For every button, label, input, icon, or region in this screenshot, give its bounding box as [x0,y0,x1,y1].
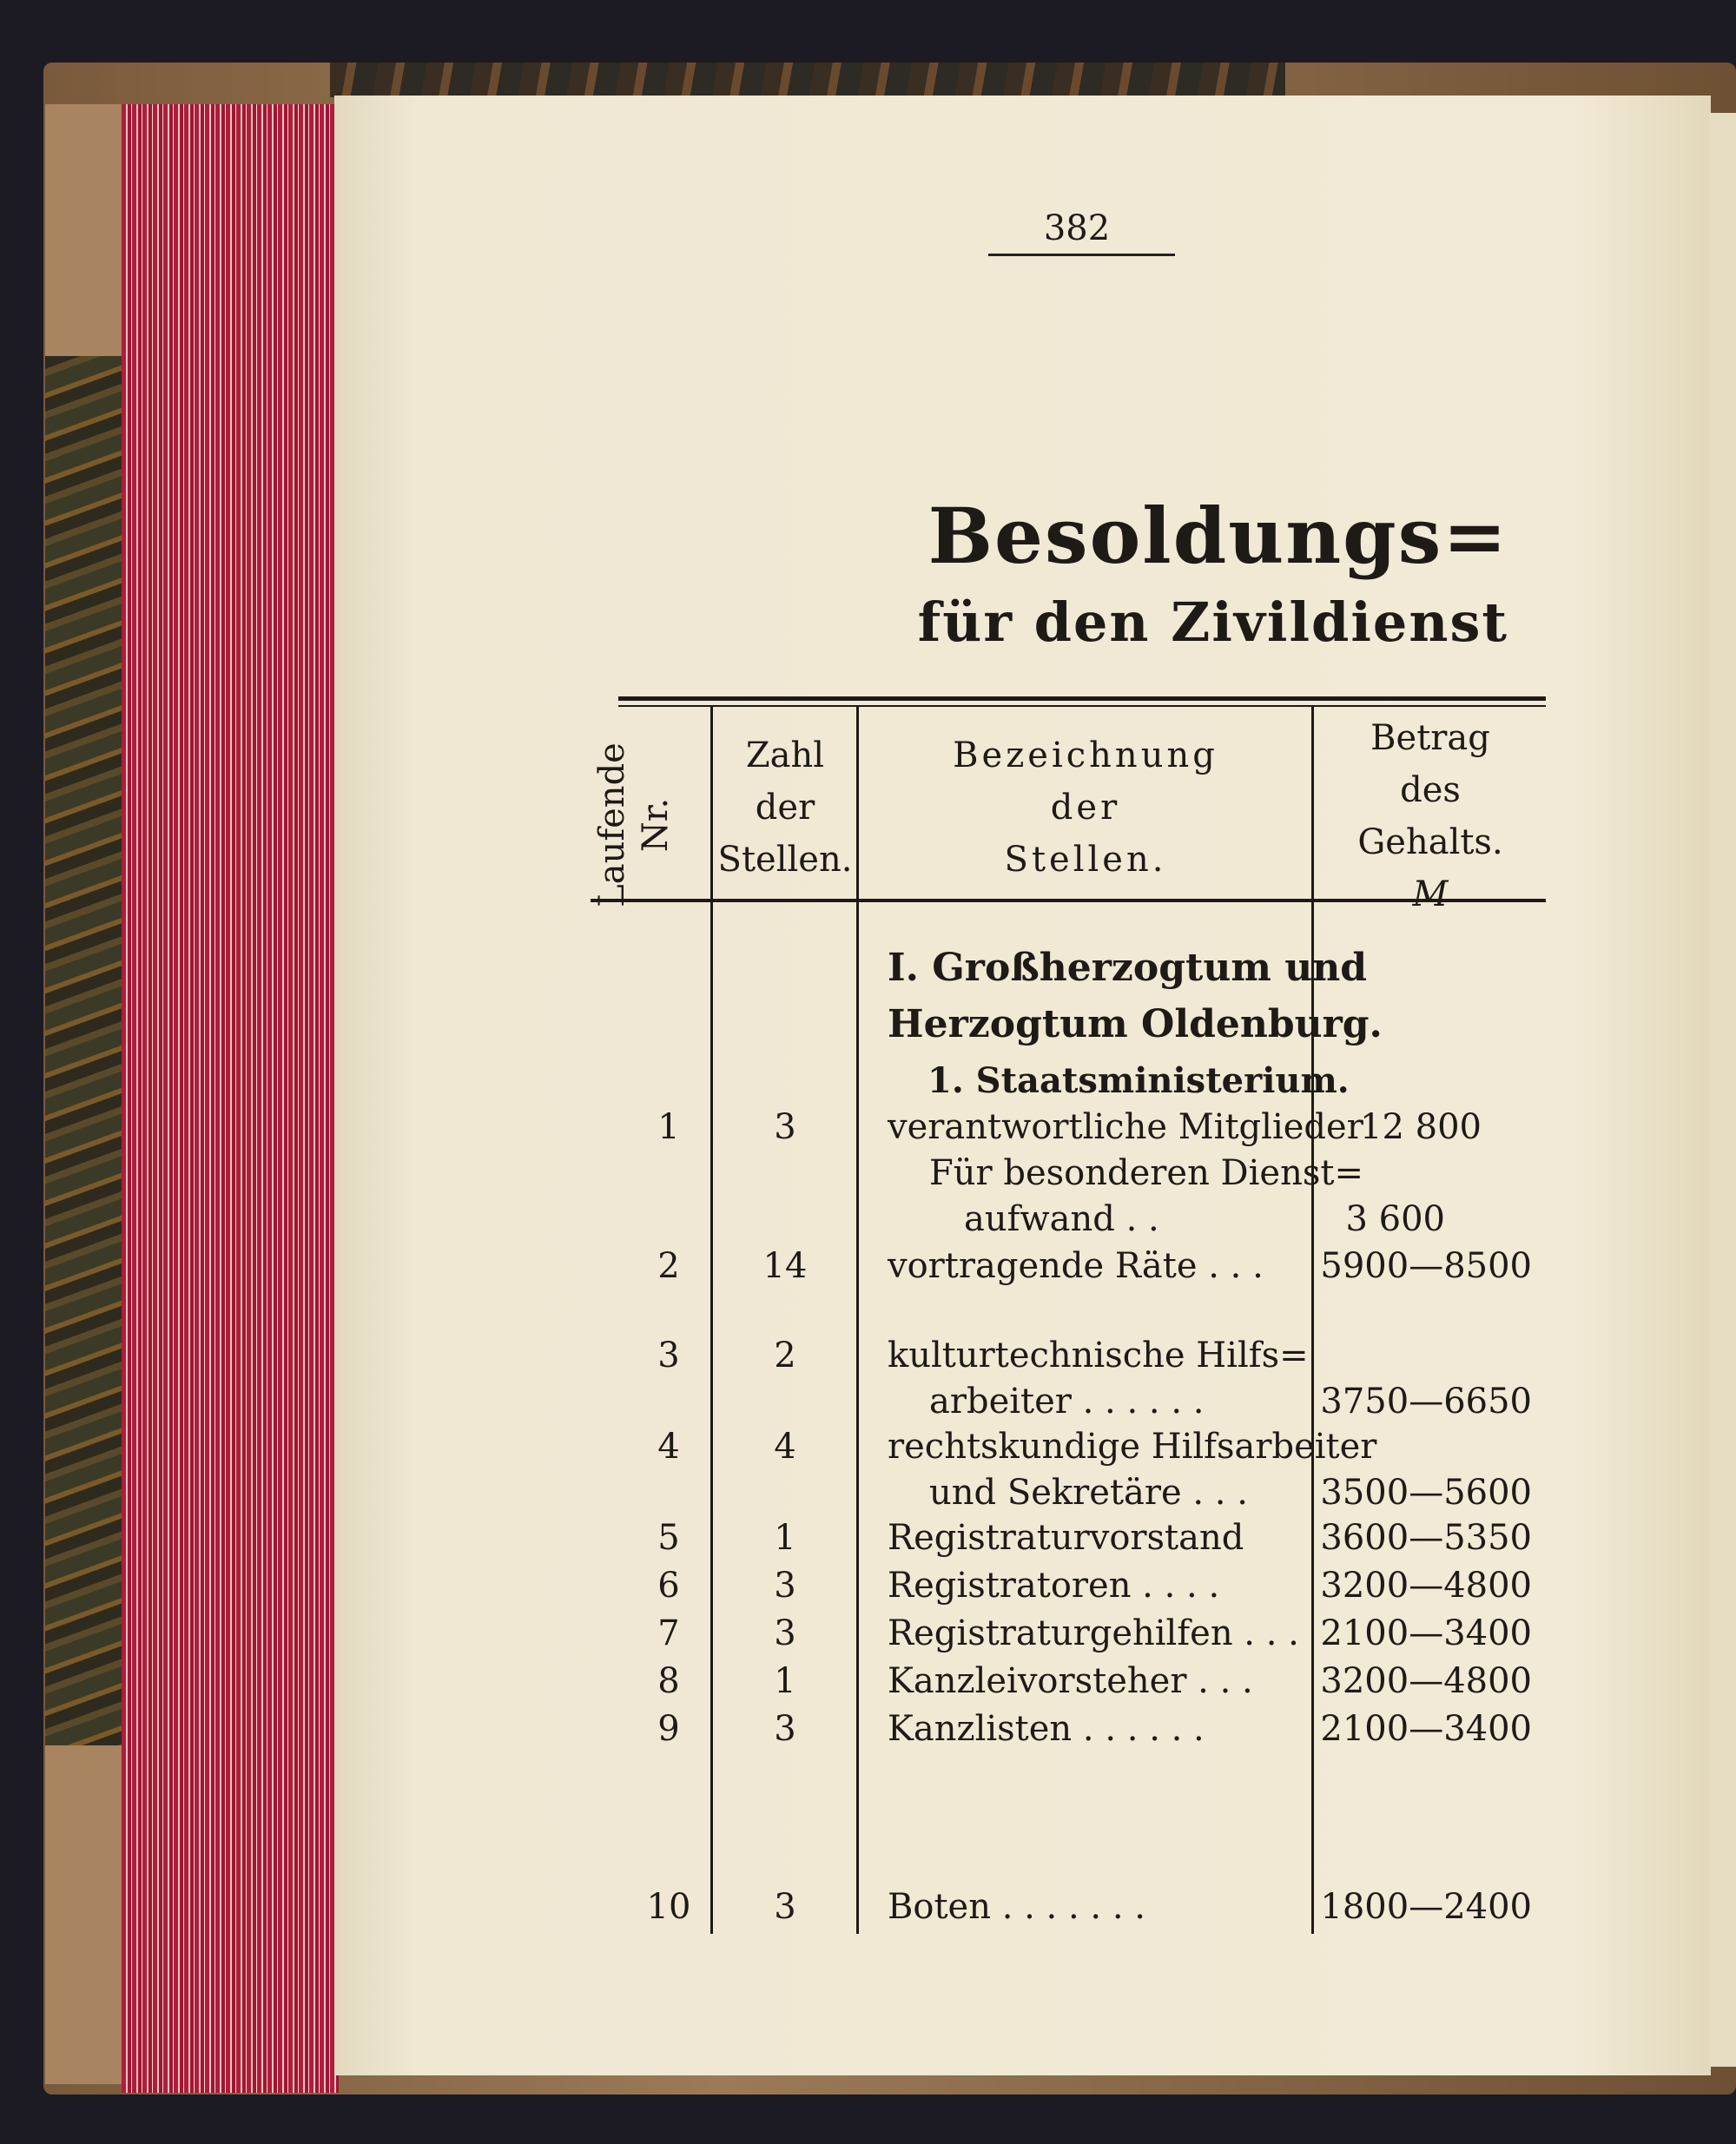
header-currency-unit: M [1412,874,1449,914]
column-divider-2 [856,705,859,1934]
title-line-2: für den Zivildienst [917,590,1508,654]
row-10-nr: 10 [646,1887,691,1927]
header-zahl-line-3: Stellen. [717,840,853,880]
header-laufende-nr: Laufende Nr. [592,742,676,907]
row-7-nr: 7 [657,1613,680,1653]
row-9-bezeichnung: Kanzlisten . . . . . . [888,1709,1205,1749]
row-9-zahl: 3 [774,1709,796,1749]
row-4-bezeichnung-line-2: und Sekretäre . . . [929,1473,1248,1513]
row-2-bezeichnung: vortragende Räte . . . [888,1246,1264,1286]
header-bezeichnung-line-3: Stellen. [1004,840,1167,880]
header-bezeichnung [860,729,1311,886]
row-6-nr: 6 [657,1566,680,1606]
row-1-betrag: 12 800 [1360,1107,1482,1147]
row-7-bezeichnung: Registraturgehilfen . . . [888,1613,1299,1653]
marbled-board-top [330,63,1285,97]
row-1b-betrag: 3 600 [1345,1199,1445,1239]
red-page-edges [122,104,339,2093]
row-4-nr: 4 [657,1427,680,1467]
table-top-rule [618,696,1546,701]
header-zahl [714,729,856,886]
row-5-nr: 5 [657,1518,680,1558]
row-9-nr: 9 [657,1709,680,1749]
row-1-zahl: 3 [774,1107,796,1147]
header-bezeichnung-line-2: der [1050,788,1121,828]
header-betrag-line-1: Betrag [1370,718,1490,758]
column-divider-3 [1311,705,1314,1934]
row-4-zahl: 4 [774,1427,796,1467]
page-number-rule [988,254,1175,256]
spine-leather-top [45,104,128,356]
row-2-zahl: 14 [762,1246,808,1286]
row-4-betrag: 3500—5600 [1320,1473,1532,1513]
row-8-zahl: 1 [774,1661,796,1701]
row-1-nr: 1 [657,1107,680,1147]
row-8-nr: 8 [657,1661,680,1701]
row-8-betrag: 3200—4800 [1320,1661,1532,1701]
section-part-line-1: I. Großherzogtum und [888,946,1367,990]
table-top-rule-thin [618,705,1546,707]
row-1b-bezeichnung-line-1: Für besonderen Dienst= [929,1153,1363,1193]
row-1b-bezeichnung-line-2: aufwand . . [964,1199,1159,1239]
row-6-betrag: 3200—4800 [1320,1566,1532,1606]
section-ministry: 1. Staatsministerium. [927,1060,1350,1101]
row-6-bezeichnung: Registratoren . . . . [888,1566,1220,1606]
spine-leather-bottom [45,1745,128,2084]
title-line-1: Besoldungs= [927,491,1508,581]
header-bezeichnung-line-1: Bezeichnung [953,736,1218,775]
row-2-nr: 2 [657,1246,680,1286]
marbled-board-side [45,356,128,1745]
section-part-line-2: Herzogtum Oldenburg. [888,1002,1383,1046]
row-3-bezeichnung-line-2: arbeiter . . . . . . [929,1382,1205,1422]
row-3-nr: 3 [657,1336,680,1375]
row-5-zahl: 1 [774,1518,796,1558]
row-5-bezeichnung: Registraturvorstand [888,1518,1244,1558]
row-10-zahl: 3 [774,1887,796,1927]
row-6-zahl: 3 [774,1566,796,1606]
header-zahl-line-1: Zahl [745,736,825,775]
row-7-zahl: 3 [774,1613,796,1653]
row-10-bezeichnung: Boten . . . . . . . [888,1887,1145,1927]
row-10-betrag: 1800—2400 [1320,1887,1532,1927]
row-4-bezeichnung-line-1: rechtskundige Hilfsarbeiter [888,1427,1377,1467]
header-betrag-line-3: Gehalts. [1357,822,1503,862]
row-9-betrag: 2100—3400 [1320,1709,1532,1749]
row-7-betrag: 2100—3400 [1320,1613,1532,1653]
header-betrag [1315,712,1546,920]
row-8-bezeichnung: Kanzleivorsteher . . . [888,1661,1253,1701]
page-number: 382 [1043,208,1111,248]
row-3-bezeichnung-line-1: kulturtechnische Hilfs= [888,1336,1309,1375]
row-3-betrag: 3750—6650 [1320,1382,1532,1422]
row-5-betrag: 3600—5350 [1320,1518,1532,1558]
row-1-bezeichnung: verantwortliche Mitglieder [888,1107,1363,1147]
header-betrag-line-2: des [1400,770,1461,810]
header-zahl-line-2: der [755,788,815,828]
row-2-betrag: 5900—8500 [1320,1246,1532,1286]
row-3-zahl: 2 [774,1336,796,1375]
facing-page-edge [1709,113,1736,2067]
